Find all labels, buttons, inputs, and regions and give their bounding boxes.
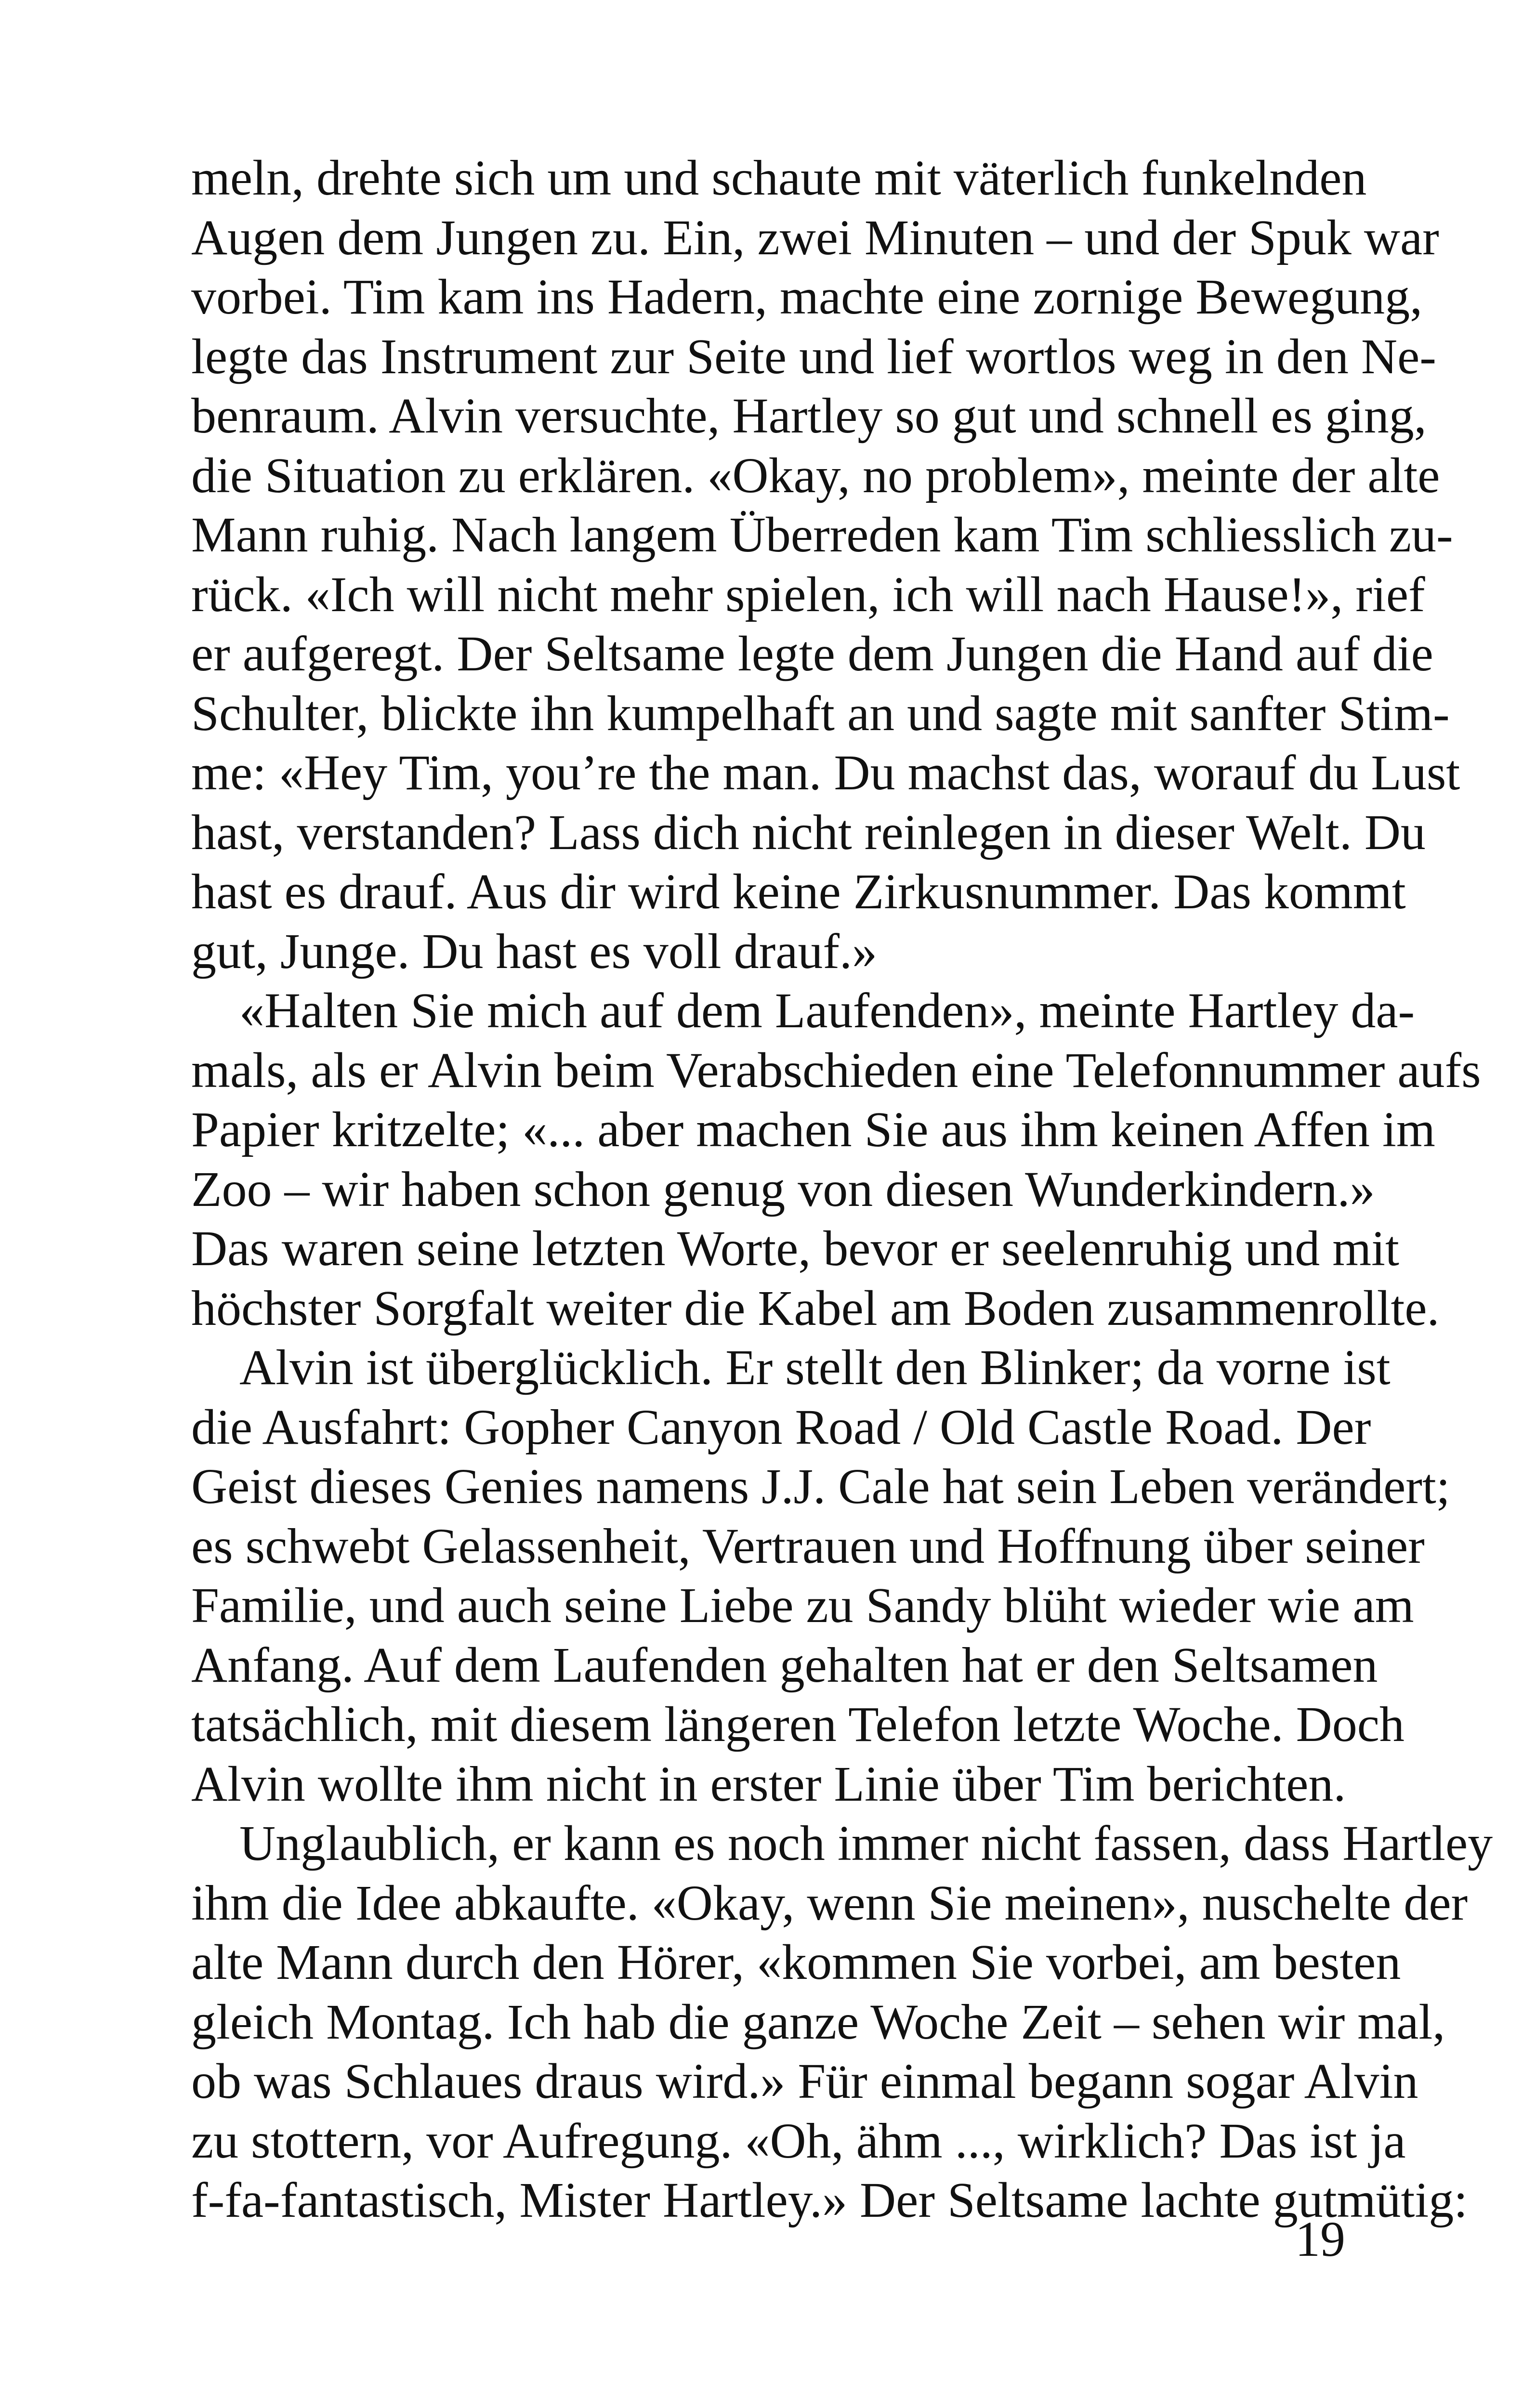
text-line: Mann ruhig. Nach langem Überreden kam Tim schliesslich zu-	[191, 507, 1453, 563]
body-text	[191, 148, 1493, 2230]
text-line: meln, drehte sich um und schaute mit väterlich funkelnden	[191, 150, 1367, 206]
text-line: alte Mann durch den Hörer, «kommen Sie vorbei, am besten	[191, 1935, 1401, 1990]
text-line: ihm die Idee abkaufte. «Okay, wenn Sie meinen», nuschelte der	[191, 1875, 1468, 1931]
text-line: er aufgeregt. Der Seltsame legte dem Jungen die Hand auf die	[191, 626, 1433, 681]
paragraph	[191, 981, 1481, 1338]
text-line: es schwebt Gelassenheit, Vertrauen und Hoffnung über seiner	[191, 1518, 1425, 1574]
text-line: Schulter, blickte ihn kumpelhaft an und sagte mit sanfter Stim-	[191, 685, 1450, 741]
text-line: Familie, und auch seine Liebe zu Sandy blüht wieder wie am	[191, 1578, 1414, 1633]
text-line: Papier kritzelte; «... aber machen Sie aus ihm keinen Affen im	[191, 1102, 1435, 1157]
text-line: hast, verstanden? Lass dich nicht reinlegen in dieser Welt. Du	[191, 804, 1426, 860]
text-line: Geist dieses Genies namens J.J. Cale hat sein Leben verändert;	[191, 1459, 1450, 1514]
text-line: ob was Schlaues draus wird.» Für einmal begann sogar Alvin	[191, 2054, 1418, 2109]
text-line: legte das Instrument zur Seite und lief wortlos weg in den Ne-	[191, 328, 1436, 384]
text-line: Unglaublich, er kann es noch immer nicht fassen, dass Hartley	[239, 1816, 1493, 1871]
text-line: vorbei. Tim kam ins Hadern, machte eine zornige Bewegung,	[191, 269, 1423, 325]
text-line: höchster Sorgfalt weiter die Kabel am Boden zusammenrollte.	[191, 1280, 1440, 1336]
text-line: Augen dem Jungen zu. Ein, zwei Minuten – und der Spuk war	[191, 209, 1439, 265]
text-line: tatsächlich, mit diesem längeren Telefon letzte Woche. Doch	[191, 1697, 1405, 1752]
text-line: mals, als er Alvin beim Verabschieden eine Telefonnummer aufs	[191, 1042, 1481, 1098]
text-line: f-fa-fantastisch, Mister Hartley.» Der Seltsame lachte gutmütig:	[191, 2172, 1468, 2228]
text-line: Das waren seine letzten Worte, bevor er seelenruhig und mit	[191, 1221, 1399, 1276]
text-line: Anfang. Auf dem Laufenden gehalten hat er den Seltsamen	[191, 1637, 1378, 1693]
text-line: gut, Junge. Du hast es voll drauf.»	[191, 923, 878, 979]
paragraph	[191, 148, 1460, 981]
text-line: die Ausfahrt: Gopher Canyon Road / Old Castle Road. Der	[191, 1399, 1371, 1455]
text-line: me: «Hey Tim, you’re the man. Du machst das, worauf du Lust	[191, 745, 1460, 800]
text-line: benraum. Alvin versuchte, Hartley so gut und schnell es ging,	[191, 388, 1427, 444]
paragraph	[191, 1814, 1493, 2230]
paragraph	[191, 1338, 1450, 1814]
text-line: «Halten Sie mich auf dem Laufenden», meinte Hartley da-	[239, 983, 1415, 1038]
text-line: Alvin wollte ihm nicht in erster Linie über Tim berichten.	[191, 1756, 1346, 1812]
text-line: Zoo – wir haben schon genug von diesen Wunderkindern.»	[191, 1161, 1375, 1217]
text-line: die Situation zu erklären. «Okay, no problem», meinte der alte	[191, 447, 1440, 503]
text-line: rück. «Ich will nicht mehr spielen, ich will nach Hause!», rief	[191, 566, 1425, 622]
text-line: hast es drauf. Aus dir wird keine Zirkusnummer. Das kommt	[191, 864, 1406, 919]
text-line: gleich Montag. Ich hab die ganze Woche Zeit – sehen wir mal,	[191, 1994, 1445, 2050]
page-number: 19	[1295, 2212, 1345, 2267]
text-line: zu stottern, vor Aufregung. «Oh, ähm ..., wirklich? Das ist ja	[191, 2113, 1406, 2169]
text-line: Alvin ist überglücklich. Er stellt den Blinker; da vorne ist	[239, 1340, 1391, 1395]
